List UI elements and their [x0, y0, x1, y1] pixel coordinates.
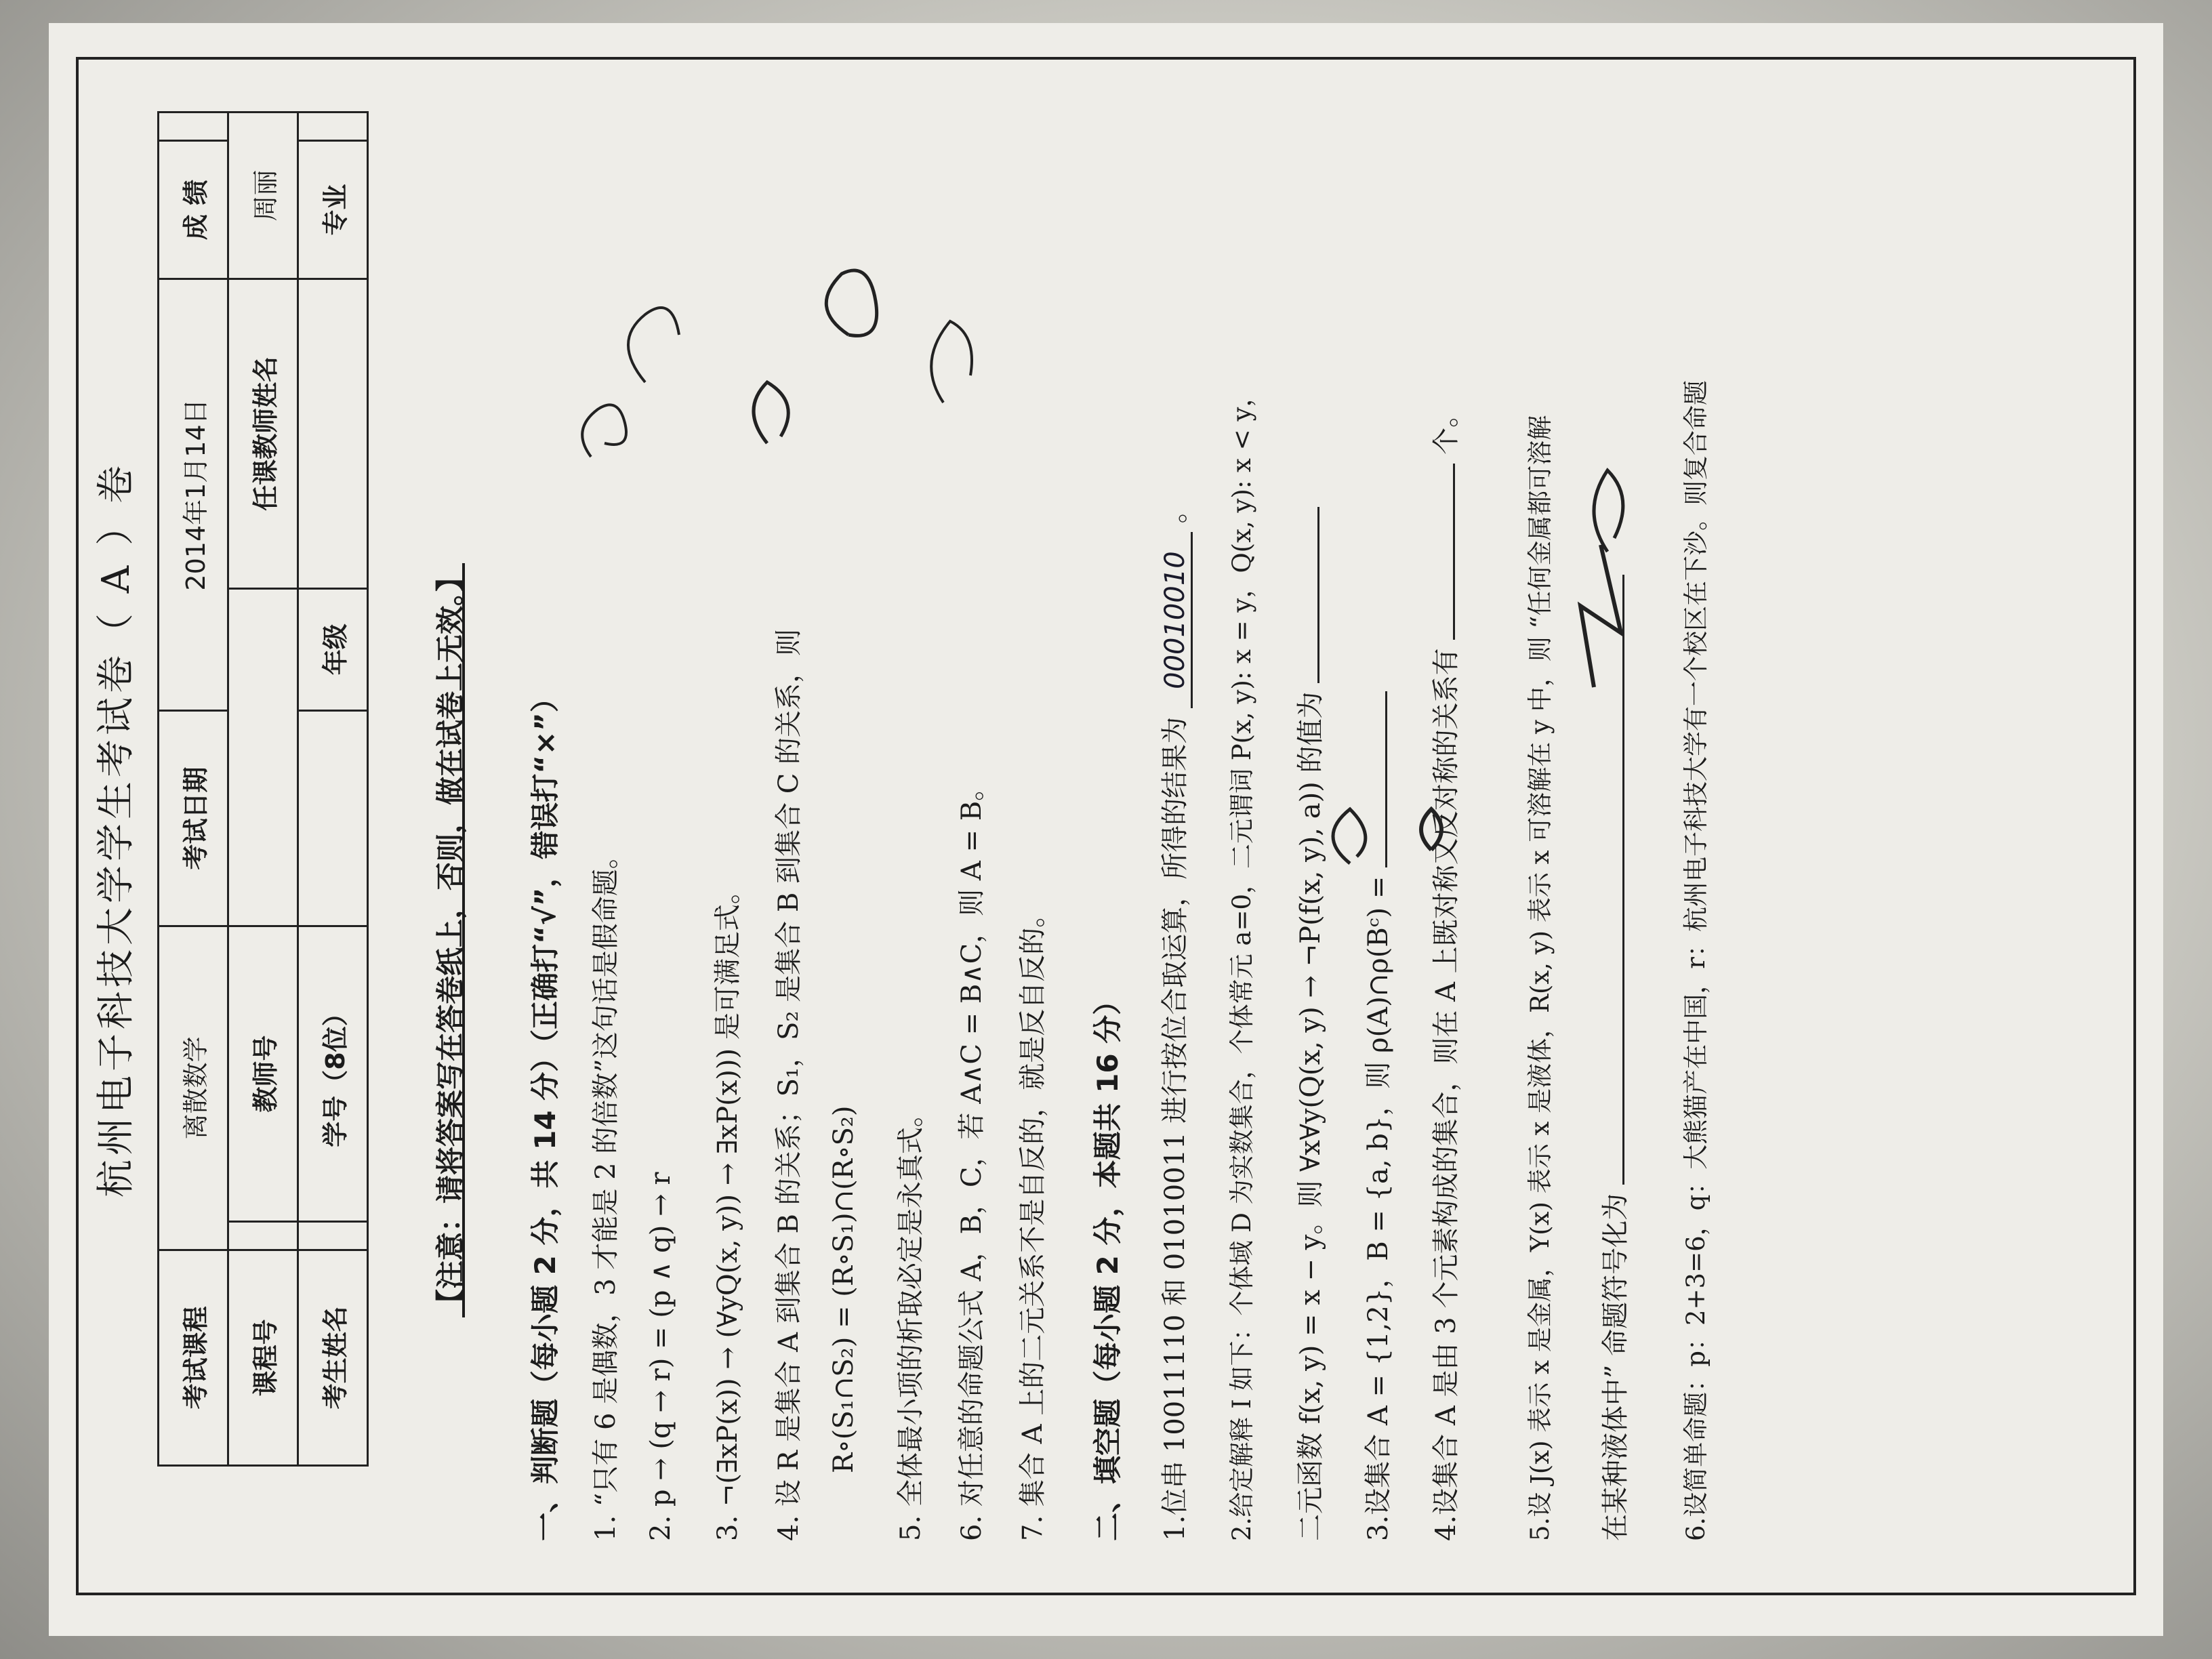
- handwriting-scribbles-answers: [1120, 281, 1729, 890]
- section2-item-1-answer: 00010010: [1160, 532, 1193, 708]
- course-no-label: 课程号: [228, 1250, 298, 1465]
- section2-item-4-tail: 个。: [1431, 400, 1462, 455]
- student-name-value: [298, 1221, 368, 1250]
- section2-item-3-text: 3.设集合 A = {1,2}，B = {a, b}，则 ρ(A)∩ρ(Bᶜ) =: [1363, 876, 1394, 1541]
- course-value: 离散数学: [159, 926, 228, 1250]
- section1-item-4-formula: R∘(S₁∩S₂) = (R∘S₁)∩(R∘S₂): [828, 1105, 859, 1473]
- section1-item-5: 5. 全体最小项的析取必定是永真式。: [895, 1100, 926, 1541]
- section2-item-4-text: 4.设集合 A 是由 3 个元素构成的集合，则在 A 上既对称又反对称的关系有: [1431, 648, 1462, 1541]
- section2-item-5-cont-text: 在某种液体中” 命题符号化为: [1600, 1193, 1631, 1541]
- course-no-value: [228, 1221, 298, 1250]
- section1-heading: 一、判断题（每小题 2 分，共 14 分）（正确打“√”，错误打“×”）: [529, 684, 562, 1541]
- major-label: 专业: [298, 140, 368, 279]
- handwriting-scribbles-margin: [564, 50, 1106, 484]
- grade-label: 年级: [298, 588, 368, 710]
- section2-item-1-tail: 。: [1160, 496, 1191, 524]
- student-no-label: 学号（8位）: [298, 926, 368, 1222]
- section1-item-7: 7. 集合 A 上的二元关系不是自反的，就是反自反的。: [1017, 900, 1048, 1541]
- grade-value: [298, 279, 368, 589]
- section1-item-6: 6. 对任意的命题公式 A，B，C，若 A∧C = B∧C，则 A = B。: [956, 773, 987, 1541]
- teacher-no-label: 教师号: [228, 926, 298, 1222]
- section2-item-2-cont-text: 二元函数 f(x, y) = x − y。则 ∀x∀y(Q(x, y) → ¬P(f(x, y), a)) 的值为: [1295, 691, 1326, 1541]
- score-value: [159, 112, 228, 141]
- course-label: 考试课程: [159, 1250, 228, 1465]
- section2-item-6: 6.设简单命题：p：2+3=6，q：大熊猫产在中国，r：杭州电子科技大学有一个校区在下沙。则复合命题: [1681, 380, 1711, 1541]
- section1-item-3: 3. ¬(∃xP(x)) → (∀yQ(x, y)) → ∃xP(x))) 是可满足式。: [712, 877, 743, 1541]
- date-value: 2014年1月14日: [159, 279, 228, 711]
- date-label: 考试日期: [159, 710, 228, 926]
- exam-sheet: [49, 23, 2163, 1636]
- major-value: [298, 112, 368, 141]
- section2-item-5: 5.设 J(x) 表示 x 是金属，Y(x) 表示 x 是液体，R(x, y) 表示 x 可溶解在 y 中，则 “任何金属都可溶解: [1525, 415, 1555, 1541]
- section2-item-1-text: 1.位串 10011110 和 01010011 进行按位合取运算，所得的结果为: [1160, 716, 1191, 1541]
- score-label: 成 绩: [159, 140, 228, 279]
- section1-item-4: 4. 设 R 是集合 A 到集合 B 的关系；S₁，S₂ 是集合 B 到集合 C 的关系，则: [773, 628, 804, 1541]
- section2-heading: 二、填空题（每小题 2 分，本题共 16 分）: [1091, 986, 1124, 1541]
- section1-item-1: 1. “只有 6 是偶数，3 才能是 2 的倍数”这句话是假命题。: [590, 842, 621, 1541]
- student-name-label: 考生姓名: [298, 1250, 368, 1465]
- section1-item-2: 2. p → (q → r) = (p ∧ q) → r: [645, 1172, 676, 1541]
- teacher-name-label: 任课教师姓名: [228, 279, 298, 589]
- exam-info-table: [157, 111, 369, 1467]
- section2-item-2: 2.给定解释 I 如下：个体域 D 为实数集合，个体常元 a=0，二元谓词 P(x, y): x = y，Q(x, y): x < y，: [1227, 382, 1256, 1541]
- teacher-no-value: [228, 588, 298, 926]
- answer-notice: 【注意：请将答案写在答卷纸上，否则，做在试卷上无效。】: [434, 562, 467, 1317]
- exam-title: 杭州电子科技大学学生考试卷（ A ）卷: [94, 461, 138, 1198]
- teacher-name-value: 周丽: [228, 112, 298, 279]
- student-no-value: [298, 710, 368, 926]
